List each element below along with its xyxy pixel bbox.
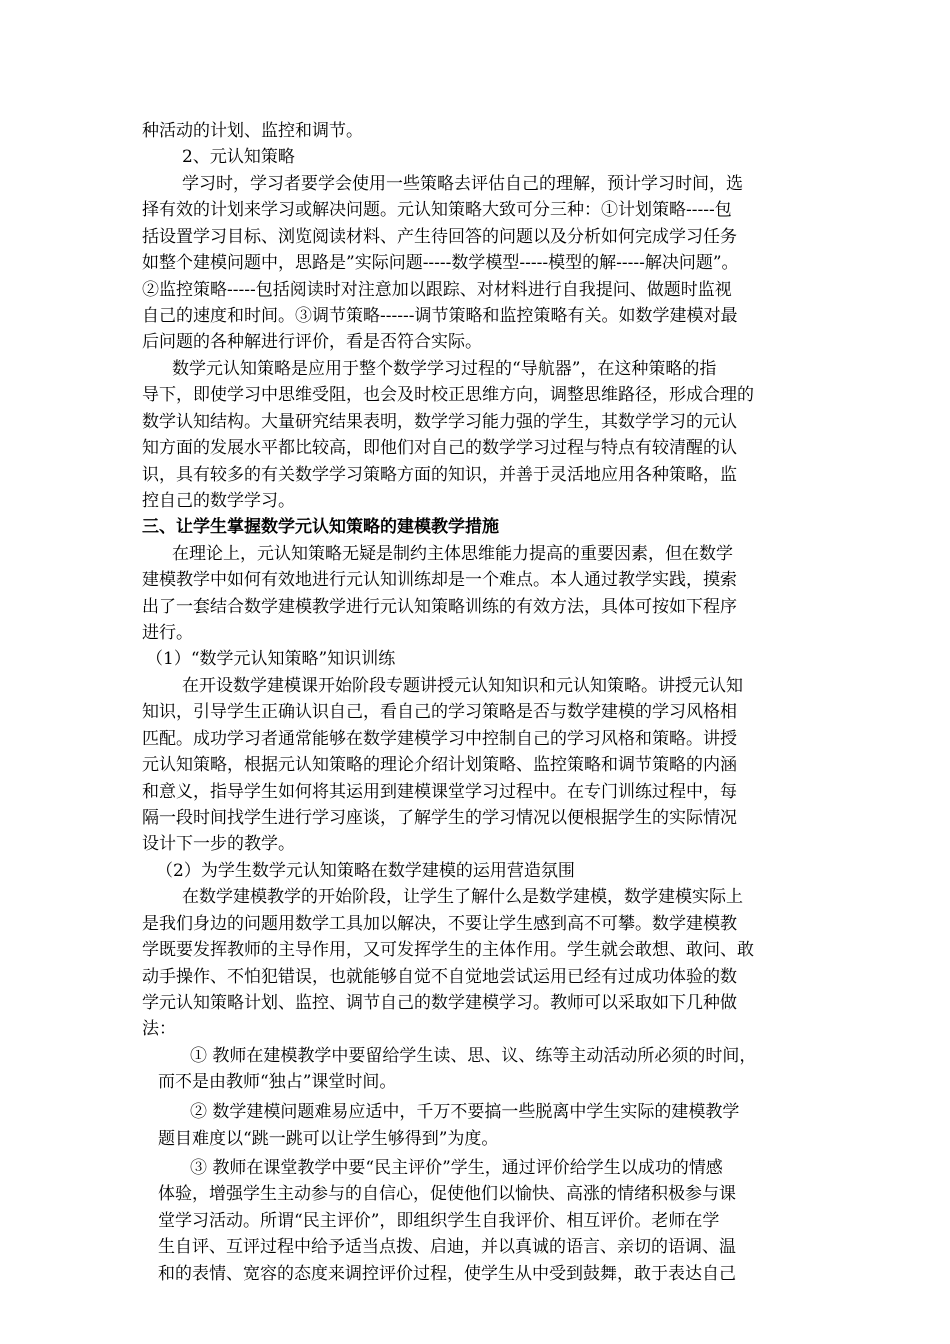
text-line: 数学元认知策略是应用于整个数学学习过程的“导航器”，在这种策略的指 <box>172 359 717 379</box>
text-line: 元认知策略，根据元认知策略的理论介绍计划策略、监控策略和调节策略的内涵 <box>142 755 737 775</box>
text-line: 是我们身边的问题用数学工具加以解决，不要让学生感到高不可攀。数学建模教 <box>142 914 737 934</box>
text-line: 控自己的数学学习。 <box>142 491 295 511</box>
text-line: 堂学习活动。所谓“民主评价”，即组织学生自我评价、相互评价。老师在学 <box>158 1211 720 1231</box>
text-line: 设计下一步的教学。 <box>142 834 295 854</box>
subsection-heading: （2）为学生数学元认知策略在数学建模的运用营造氛围 <box>156 861 575 881</box>
text-line: 和意义，指导学生如何将其运用到建模课堂学习过程中。在专门训练过程中，每 <box>142 782 737 802</box>
text-line: 匹配。成功学习者通常能够在数学建模学习中控制自己的学习风格和策略。讲授 <box>142 729 737 749</box>
text-line: 进行。 <box>142 623 193 643</box>
text-line: 在数学建模教学的开始阶段，让学生了解什么是数学建模，数学建模实际上 <box>182 887 743 907</box>
text-line: ②监控策略-----包括阅读时对注意加以跟踪、对材料进行自我提问、做题时监视 <box>142 280 732 300</box>
text-line: 学习时，学习者要学会使用一些策略去评估自己的理解，预计学习时间，选 <box>182 174 743 194</box>
text-line: 知识，引导学生正确认识自己，看自己的学习策略是否与数学建模的学习风格相 <box>142 702 737 722</box>
text-line: 而不是由教师“独占”课堂时间。 <box>158 1072 397 1092</box>
subsection-heading: （1）“数学元认知策略”知识训练 <box>146 649 396 669</box>
list-item: ② 数学建模问题难易应适中，千万不要搞一些脱离中学生实际的建模教学 <box>190 1102 740 1122</box>
text-line: 如整个建模问题中，思路是”实际问题-----数学模型-----模型的解-----解决问题”。 <box>142 253 739 273</box>
subsection-heading: 2、元认知策略 <box>182 147 295 167</box>
text-line: 择有效的计划来学习或解决问题。元认知策略大致可分三种：①计划策略-----包 <box>142 200 732 220</box>
text-line: 出了一套结合数学建模教学进行元认知策略训练的有效方法，具体可按如下程序 <box>142 597 737 617</box>
text-line: 建模教学中如何有效地进行元认知训练却是一个难点。本人通过教学实践，摸索 <box>142 570 737 590</box>
text-line: 知方面的发展水平都比较高，即他们对自己的数学学习过程与特点有较清醒的认 <box>142 438 737 458</box>
text-line: 题目难度以“跳一跳可以让学生够得到”为度。 <box>158 1129 499 1149</box>
text-line: 隔一段时间找学生进行学习座谈，了解学生的学习情况以便根据学生的实际情况 <box>142 808 737 828</box>
text-line: 学元认知策略计划、监控、调节自己的数学建模学习。教师可以采取如下几种做 <box>142 993 737 1013</box>
text-line: 在开设数学建模课开始阶段专题讲授元认知知识和元认知策略。讲授元认知 <box>182 676 743 696</box>
text-line: 种活动的计划、监控和调节。 <box>142 121 363 141</box>
text-line: 动手操作、不怕犯错误，也就能够自觉不自觉地尝试运用已经有过成功体验的数 <box>142 967 737 987</box>
list-item: ③ 教师在课堂教学中要“民主评价”学生，通过评价给学生以成功的情感 <box>190 1158 723 1178</box>
text-line: 自己的速度和时间。③调节策略------调节策略和监控策略有关。如数学建模对最 <box>142 306 738 326</box>
text-line: 学既要发挥教师的主导作用，又可发挥学生的主体作用。学生就会敢想、敢问、敢 <box>142 940 754 960</box>
text-line: 括设置学习目标、浏览阅读材料、产生待回答的问题以及分析如何完成学习任务 <box>142 227 737 247</box>
text-line: 体验，增强学生主动参与的自信心，促使他们以愉快、高涨的情绪积极参与课 <box>158 1184 736 1204</box>
text-line: 在理论上，元认知策略无疑是制约主体思维能力提高的重要因素，但在数学 <box>172 544 733 564</box>
text-line: 数学认知结构。大量研究结果表明，数学学习能力强的学生，其数学学习的元认 <box>142 412 737 432</box>
text-line: 和的表情、宽容的态度来调控评价过程，使学生从中受到鼓舞，敢于表达自己 <box>158 1264 736 1284</box>
list-item: ① 教师在建模教学中要留给学生读、思、议、练等主动活动所必须的时间， <box>190 1046 757 1066</box>
text-line: 后问题的各种解进行评价，看是否符合实际。 <box>142 332 482 352</box>
text-line: 法： <box>142 1019 176 1039</box>
text-line: 生自评、互评过程中给予适当点拨、启迪，并以真诚的语言、亲切的语调、温 <box>158 1237 736 1257</box>
text-line: 识，具有较多的有关数学学习策略方面的知识，并善于灵活地应用各种策略，监 <box>142 465 737 485</box>
text-line: 导下，即使学习中思维受阻，也会及时校正思维方向，调整思维路径，形成合理的 <box>142 385 754 405</box>
section-heading: 三、让学生掌握数学元认知策略的建模教学措施 <box>142 517 499 537</box>
